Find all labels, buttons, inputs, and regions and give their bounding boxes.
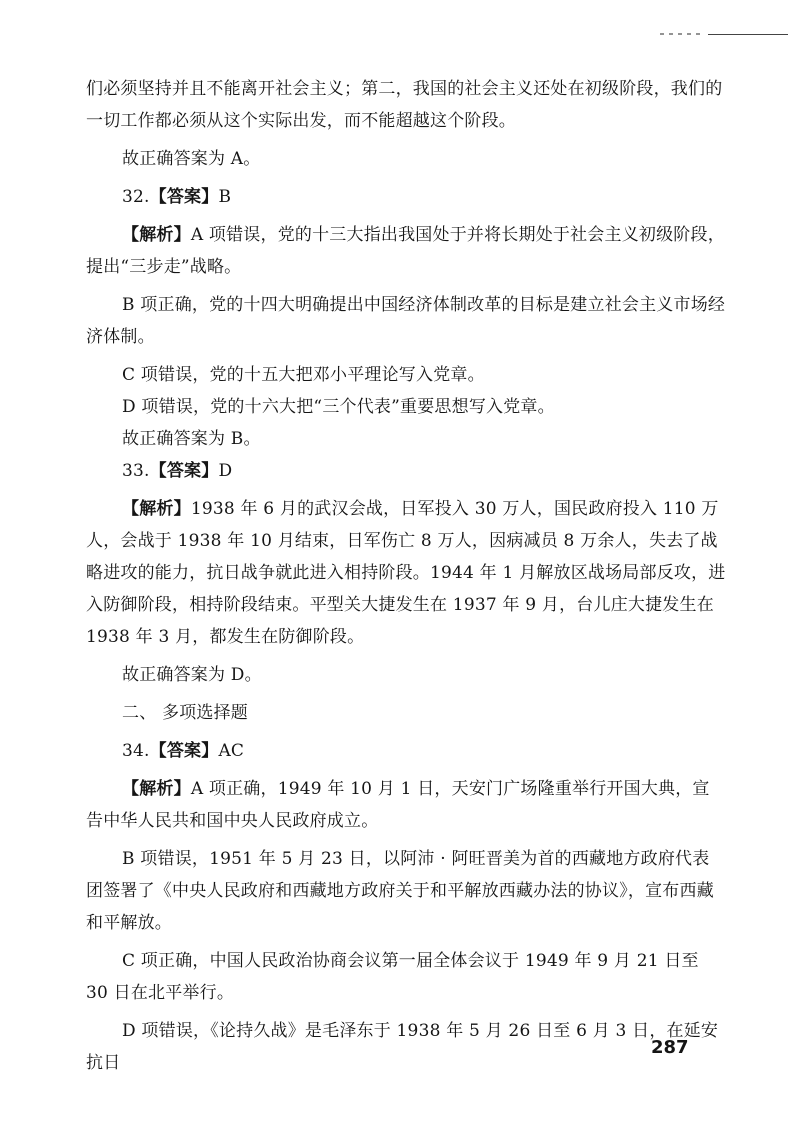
analysis-text: A 项正确，1949 年 10 月 1 日，天安门广场隆重举行开国大典，宣告中华人民共和国中央人民政府成立。 [86,779,710,831]
question-32-analysis-b: B 项正确，党的十四大明确提出中国经济体制改革的目标是建立社会主义市场经济体制。 [86,295,726,347]
analysis-text: 1938 年 6 月的武汉会战，日军投入 30 万人，国民政府投入 110 万人，会战于 1938 年 10 月结束，日军伤亡 8 万人，因病减员 8 万余人，失去了战略进攻的能力，抗日战争就此进入相持阶段。1944 年 1 月解放区战场局部反攻，进入防御阶段，相持阶段结束。平型关大捷发生在 1937 年 9 月，台儿庄大捷发生在 1938 年 3 月，都发生在防御阶段。 [86,499,726,647]
question-34-answer [86,735,726,767]
answer-value: D [218,461,233,481]
analysis-tag: 【解析】 [122,499,191,519]
text-line: 的一切工作都必须从这个实际出发，而不能超越这个阶段。 [86,79,723,131]
answer-value: AC [218,741,245,761]
question-33-answer [86,455,726,487]
page-body [86,73,726,1079]
section-heading: 二、 多项选择题 [122,703,249,723]
analysis-tag: 【解析】 [122,225,191,245]
question-32-analysis-c: C 项错误，党的十五大把邓小平理论写入党章。 [122,365,485,385]
question-33-final: 故正确答案为 D。 [122,665,262,685]
question-34-analysis-d: D 项错误，《论持久战》是毛泽东于 1938 年 5 月 26 日至 6 月 3 日，在延安抗日 [86,1021,719,1073]
paragraph [86,73,726,137]
text-line: 们必须坚持并且不能离开社会主义；第二，我国的社会主义还处在初级阶段，我们 [86,79,706,99]
question-number: 32. [122,187,150,207]
answer-tag: 【答案】 [149,187,219,207]
question-34-analysis-b: B 项错误，1951 年 5 月 23 日，以阿沛 · 阿旺晋美为首的西藏地方政府代表团签署了《中央人民政府和西藏地方政府关于和平解放西藏办法的协议》，宣布西藏和平解放。 [86,849,714,933]
page-number: 287 [651,1037,689,1058]
answer-tag: 【答案】 [149,741,219,761]
header-decoration [660,33,700,35]
question-number: 33. [122,461,150,481]
question-number: 34. [122,741,150,761]
question-32-answer [86,181,726,213]
answer-value: B [218,187,232,207]
question-33-analysis [86,493,726,653]
answer-tag: 【答案】 [149,461,219,481]
analysis-text: A 项错误，党的十三大指出我国处于并将长期处于社会主义初级阶段，提出“三步走”战略。 [86,225,725,277]
analysis-tag: 【解析】 [122,779,191,799]
header-rule [708,34,788,35]
question-32-final: 故正确答案为 B。 [122,429,261,449]
question-32-analysis-a [86,219,726,283]
question-32-analysis-d: D 项错误，党的十六大把“三个代表”重要思想写入党章。 [122,397,555,417]
answer-line: 故正确答案为 A。 [122,149,261,169]
question-34-analysis-a [86,773,726,837]
question-34-analysis-c: C 项正确，中国人民政治协商会议第一届全体会议于 1949 年 9 月 21 日至 30 日在北平举行。 [86,951,699,1003]
